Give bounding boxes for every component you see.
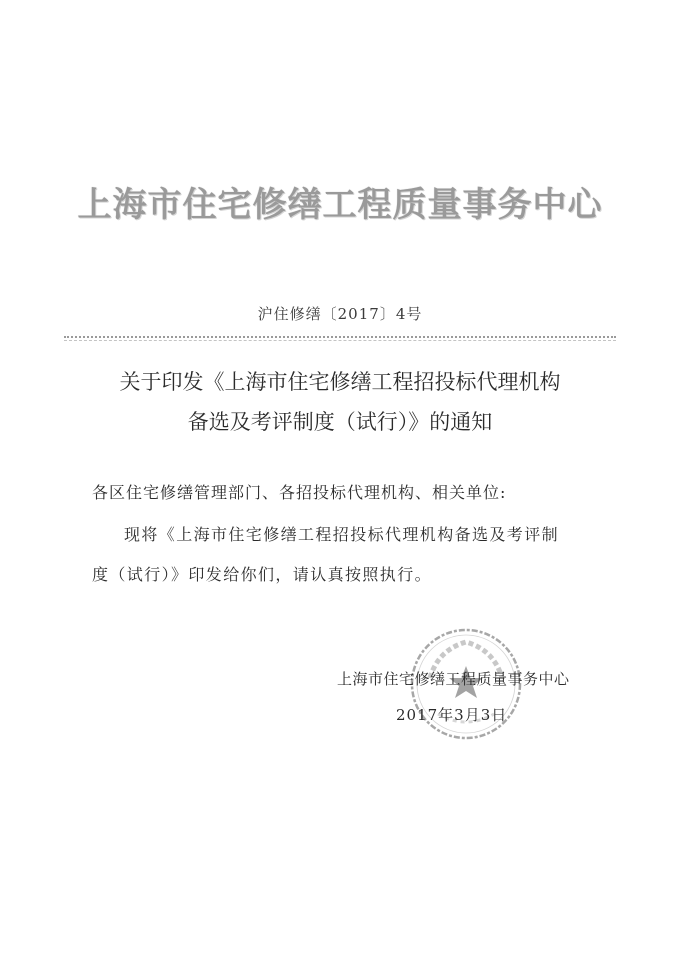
notice-body-line-1: 现将《上海市住宅修缮工程招投标代理机构备选及考评制 xyxy=(124,525,560,544)
notice-body xyxy=(92,515,612,595)
document-number: 沪住修缮〔2017〕4号 xyxy=(257,305,423,323)
signing-organization: 上海市住宅修缮工程质量事务中心 xyxy=(337,670,570,688)
letterhead-title: 上海市住宅修缮工程质量事务中心 xyxy=(77,185,603,225)
header-divider-secondary xyxy=(64,340,616,341)
header-divider xyxy=(64,336,616,338)
notice-title-line-2: 备选及考评制度（试行）》的通知 xyxy=(187,410,493,434)
notice-title-line-1: 关于印发《上海市住宅修缮工程招投标代理机构 xyxy=(119,370,561,394)
notice-body-line-2: 度（试行）》印发给你们，请认真按照执行。 xyxy=(92,565,433,584)
signing-date: 2017年3月3日 xyxy=(396,706,508,724)
notice-title xyxy=(0,362,680,442)
salutation: 各区住宅修缮管理部门、各招投标代理机构、相关单位: xyxy=(92,483,507,502)
